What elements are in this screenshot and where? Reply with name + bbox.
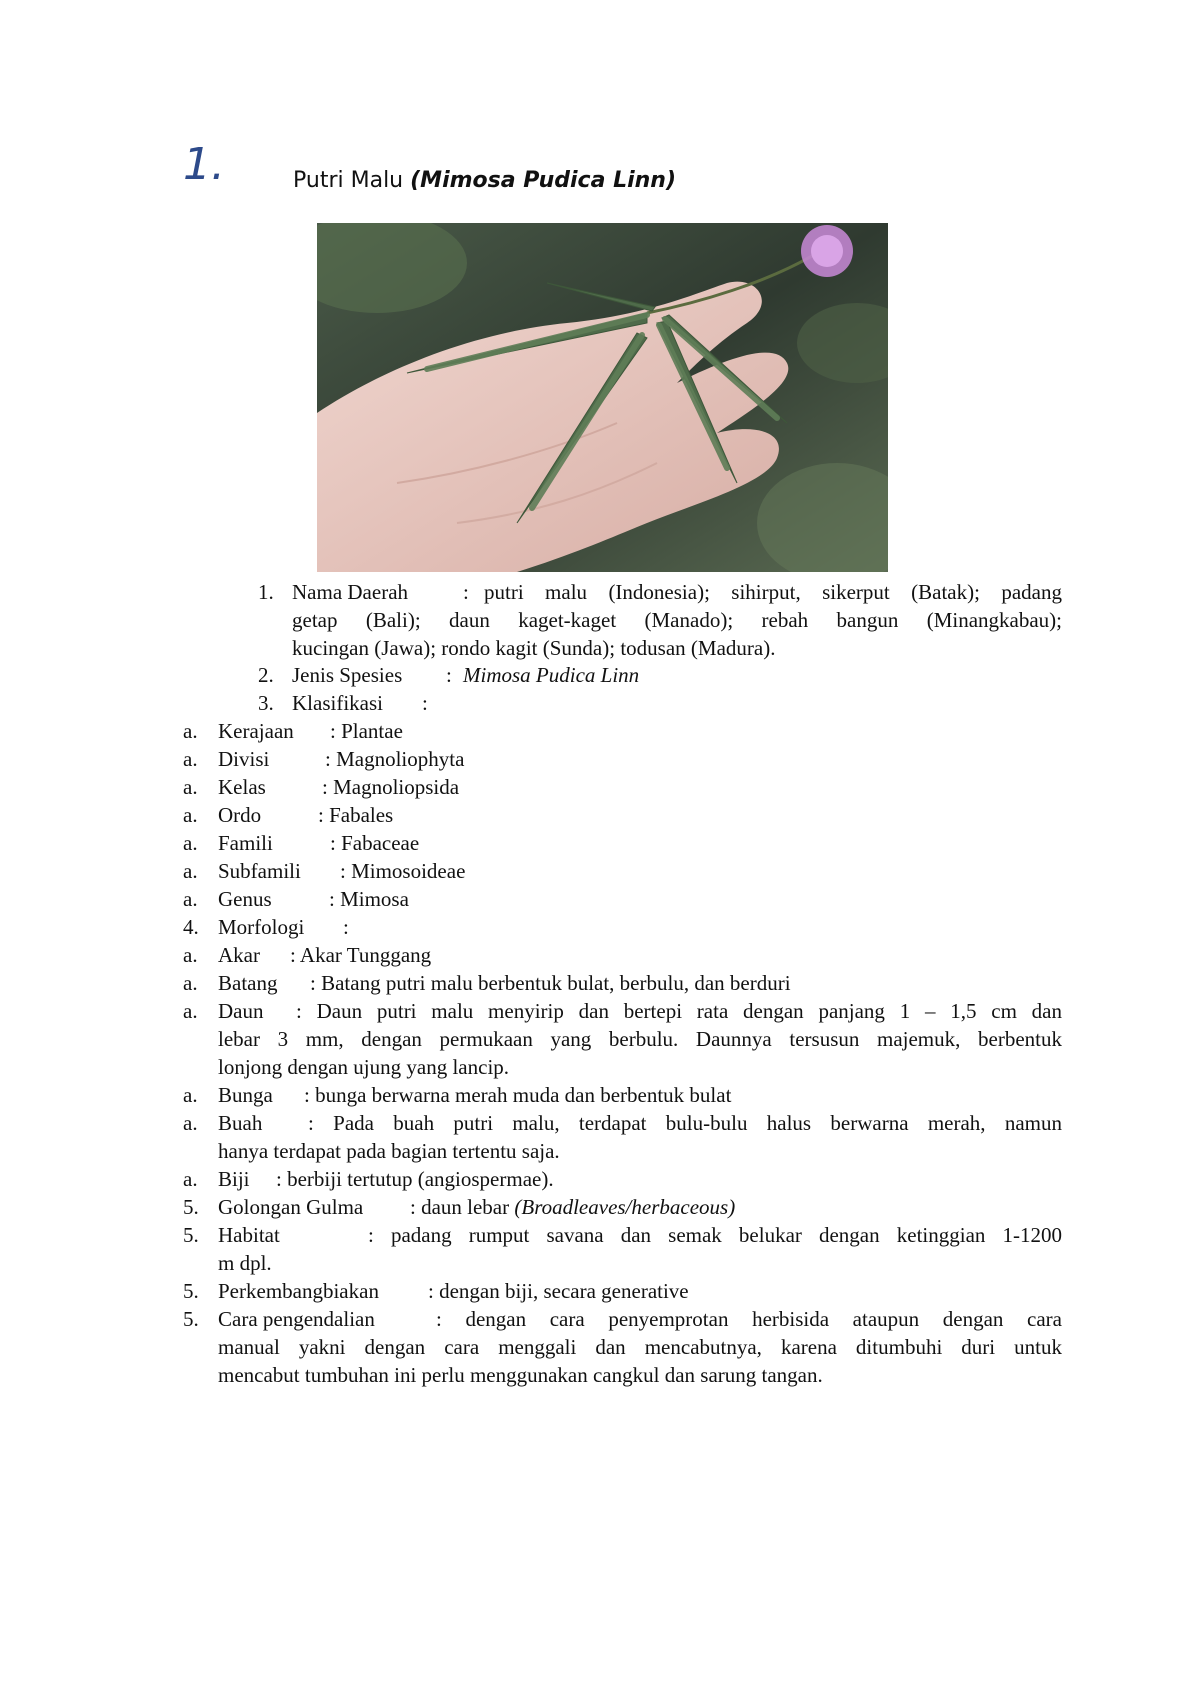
bunga-value: : bunga berwarna merah muda dan berbentuk bulat	[304, 1083, 732, 1107]
list-marker-a: a.	[183, 719, 198, 743]
daun-row: : Daun putri malu menyirip dan bertepi rata dengan panjang 1 – 1,5 cm dan	[296, 999, 1062, 1023]
nama-daerah-row: putri malu (Indonesia); sihirput, sikerput (Batak); padang	[484, 580, 1062, 604]
nama-daerah-label: Nama Daerah	[292, 580, 409, 604]
list-marker-5: 5.	[183, 1307, 199, 1331]
heading-title-italic: (Mimosa Pudica Linn)	[410, 168, 677, 193]
bunga-label: Bunga	[218, 1083, 273, 1107]
list-marker-a: a.	[183, 943, 198, 967]
nama-daerah-value	[292, 578, 1062, 662]
batang-value: : Batang putri malu berbentuk bulat, berbulu, dan berduri	[310, 971, 791, 995]
habitat-row: : padang rumput savana dan semak belukar dengan ketinggian 1-1200	[368, 1223, 1062, 1247]
list-marker-a: a.	[183, 1167, 198, 1191]
klasifikasi-label: Klasifikasi	[292, 691, 383, 715]
morfologi-label: Morfologi	[218, 915, 305, 939]
golongan-gulma-label: Golongan Gulma	[218, 1195, 364, 1219]
cara-pengendalian-label: Cara pengendalian	[218, 1307, 375, 1331]
golongan-gulma-value	[410, 1193, 735, 1221]
nama-daerah-row: kucingan (Jawa); rondo kagit (Sunda); todusan (Madura).	[292, 636, 776, 660]
buah-value	[218, 1109, 1062, 1165]
list-marker-a: a.	[183, 1083, 198, 1107]
subfamili-value: : Mimosoideae	[340, 859, 466, 883]
list-marker-4: 4.	[183, 915, 199, 939]
cara-pengendalian-row: manual yakni dengan cara menggali dan mencabutnya, karena ditumbuhi duri untuk	[218, 1335, 1062, 1359]
kelas-label: Kelas	[218, 775, 266, 799]
list-marker-a: a.	[183, 775, 198, 799]
daun-row: lonjong dengan ujung yang lancip.	[218, 1055, 510, 1079]
klasifikasi-sep: :	[422, 691, 428, 715]
heading-title	[293, 170, 676, 192]
biji-value: : berbiji tertutup (angiospermae).	[276, 1167, 554, 1191]
heading-number: 1.	[183, 139, 225, 190]
ordo-value: : Fabales	[318, 803, 394, 827]
list-marker-a: a.	[183, 971, 198, 995]
list-marker-5: 5.	[183, 1279, 199, 1303]
biji-label: Biji	[218, 1167, 250, 1191]
habitat-label: Habitat	[218, 1223, 280, 1247]
daun-row: lebar 3 mm, dengan permukaan yang berbulu. Daunnya tersusun majemuk, berbentuk	[218, 1027, 1062, 1051]
cara-pengendalian-row: mencabut tumbuhan ini perlu menggunakan cangkul dan sarung tangan.	[218, 1363, 823, 1387]
heading-title-plain: Putri Malu	[293, 168, 411, 193]
famili-value: : Fabaceae	[330, 831, 420, 855]
list-marker-a: a.	[183, 747, 198, 771]
list-marker-a: a.	[183, 1111, 198, 1135]
akar-value: : Akar Tunggang	[290, 943, 432, 967]
jenis-spesies-value: Mimosa Pudica Linn	[463, 663, 640, 687]
list-marker-5: 5.	[183, 1223, 199, 1247]
famili-label: Famili	[218, 831, 273, 855]
jenis-spesies-label: Jenis Spesies	[292, 663, 403, 687]
daun-value	[218, 997, 1062, 1081]
divisi-value: : Magnoliophyta	[325, 747, 465, 771]
golongan-gulma-value-italic: (Broadleaves/herbaceous)	[514, 1195, 736, 1219]
list-marker-a: a.	[183, 999, 198, 1023]
list-marker-5: 5.	[183, 1195, 199, 1219]
ordo-label: Ordo	[218, 803, 262, 827]
kerajaan-value: : Plantae	[330, 719, 403, 743]
list-marker-a: a.	[183, 887, 198, 911]
akar-label: Akar	[218, 943, 260, 967]
batang-label: Batang	[218, 971, 278, 995]
genus-value: : Mimosa	[329, 887, 409, 911]
nama-daerah-row: getap (Bali); daun kaget-kaget (Manado); rebah bangun (Minangkabau);	[292, 608, 1062, 632]
cara-pengendalian-value	[218, 1305, 1062, 1389]
perkembangbiakan-label: Perkembangbiakan	[218, 1279, 379, 1303]
buah-label: Buah	[218, 1111, 263, 1135]
list-marker-3: 3.	[258, 691, 274, 715]
list-marker-a: a.	[183, 831, 198, 855]
kelas-value: : Magnoliopsida	[322, 775, 460, 799]
nama-daerah-sep: :	[463, 580, 469, 604]
buah-row: : Pada buah putri malu, terdapat bulu-bulu halus berwarna merah, namun	[308, 1111, 1062, 1135]
jenis-spesies-sep: :	[446, 663, 452, 687]
daun-label: Daun	[218, 999, 264, 1023]
mimosa-pudica-photo	[317, 223, 888, 572]
golongan-gulma-value-plain: : daun lebar	[410, 1195, 515, 1219]
habitat-value	[218, 1221, 1062, 1277]
perkembangbiakan-value: : dengan biji, secara generative	[428, 1279, 689, 1303]
buah-row: hanya terdapat pada bagian tertentu saja.	[218, 1139, 560, 1163]
divisi-label: Divisi	[218, 747, 270, 771]
list-marker-a: a.	[183, 859, 198, 883]
list-marker-2: 2.	[258, 663, 274, 687]
subfamili-label: Subfamili	[218, 859, 301, 883]
list-marker-1: 1.	[258, 580, 274, 604]
cara-pengendalian-row: : dengan cara penyemprotan herbisida ataupun dengan cara	[436, 1307, 1062, 1331]
genus-label: Genus	[218, 887, 272, 911]
kerajaan-label: Kerajaan	[218, 719, 294, 743]
morfologi-sep: :	[343, 915, 349, 939]
habitat-row: m dpl.	[218, 1251, 272, 1275]
list-marker-a: a.	[183, 803, 198, 827]
